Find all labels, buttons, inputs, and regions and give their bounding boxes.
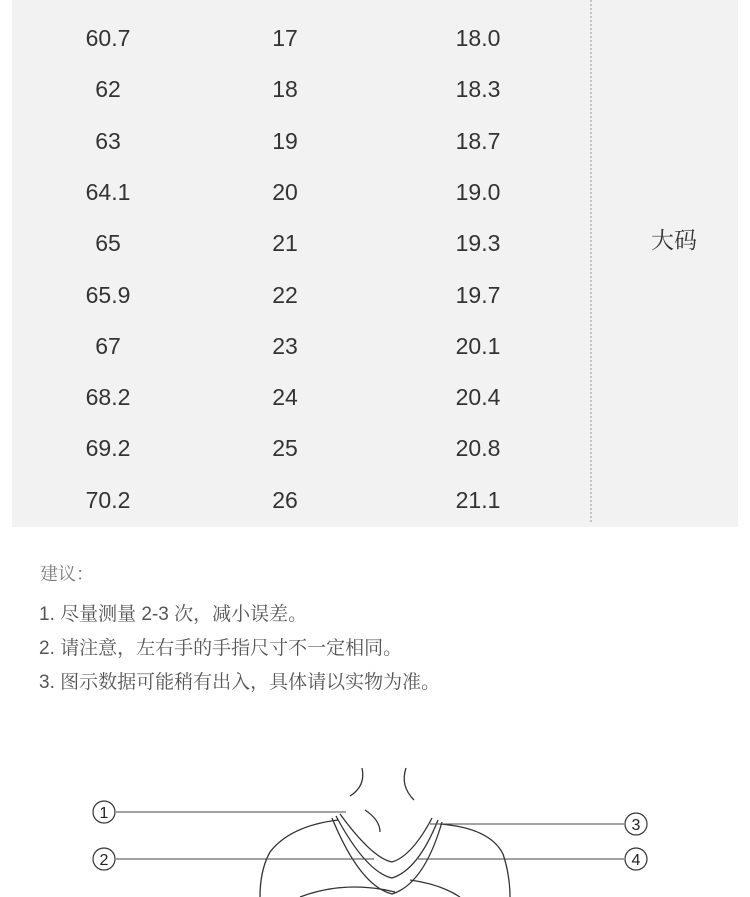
table-row bbox=[12, 218, 578, 269]
circumference-cell: 62 bbox=[95, 76, 121, 103]
table-row bbox=[12, 116, 578, 167]
marker-lines bbox=[116, 812, 624, 859]
diameter-cell: 20.8 bbox=[455, 435, 501, 462]
circumference-cell: 67 bbox=[95, 332, 121, 359]
size-number-cell: 19 bbox=[272, 127, 298, 154]
marker-2 bbox=[93, 848, 115, 870]
table-row bbox=[12, 270, 578, 321]
diameter-cell: 18.7 bbox=[455, 127, 501, 154]
table-row bbox=[12, 475, 578, 526]
note-item: 3. 图示数据可能稍有出入，具体请以实物为准。 bbox=[39, 672, 441, 693]
size-number-cell: 22 bbox=[272, 281, 298, 308]
circumference-cell: 65 bbox=[95, 230, 121, 257]
torso-outline bbox=[260, 768, 510, 897]
size-number-cell: 18 bbox=[272, 76, 298, 103]
diameter-cell: 20.4 bbox=[455, 384, 501, 411]
diameter-cell: 21.1 bbox=[455, 486, 501, 513]
size-number-cell: 23 bbox=[272, 332, 298, 359]
dotted-divider bbox=[590, 0, 592, 522]
diameter-cell: 19.0 bbox=[455, 178, 501, 205]
marker-4 bbox=[625, 848, 647, 870]
notes-title: 建议： bbox=[40, 564, 94, 584]
size-number-cell: 24 bbox=[272, 384, 298, 411]
size-number-cell: 25 bbox=[272, 435, 298, 462]
size-number-cell: 17 bbox=[272, 25, 298, 51]
size-table bbox=[12, 0, 738, 527]
circumference-cell: 68.2 bbox=[85, 384, 131, 411]
diameter-cell: 19.3 bbox=[455, 230, 501, 257]
diameter-cell: 18.3 bbox=[455, 76, 501, 103]
table-row bbox=[12, 423, 578, 474]
circumference-cell: 64.1 bbox=[85, 178, 131, 205]
note-item: 2. 请注意，左右手的手指尺寸不一定相同。 bbox=[39, 638, 403, 659]
circumference-cell: 65.9 bbox=[85, 281, 131, 308]
marker-1 bbox=[93, 801, 115, 823]
circumference-cell: 70.2 bbox=[85, 486, 131, 513]
svg-text:2: 2 bbox=[99, 852, 109, 869]
size-number-cell: 20 bbox=[272, 178, 298, 205]
note-item: 1. 尽量测量 2-3 次，减小误差。 bbox=[39, 604, 308, 625]
table-row bbox=[12, 13, 578, 64]
diameter-cell: 19.7 bbox=[455, 281, 501, 308]
necklace-length-diagram bbox=[0, 740, 750, 897]
table-row bbox=[12, 64, 578, 115]
circumference-cell: 69.2 bbox=[85, 435, 131, 462]
circumference-cell: 63 bbox=[95, 127, 121, 154]
size-number-cell: 26 bbox=[272, 486, 298, 513]
diameter-cell: 20.1 bbox=[455, 332, 501, 359]
svg-text:1: 1 bbox=[99, 805, 109, 822]
size-number-cell: 21 bbox=[272, 230, 298, 257]
diameter-cell: 18.0 bbox=[455, 25, 501, 51]
marker-3 bbox=[625, 813, 647, 835]
necklace-chains bbox=[332, 814, 442, 894]
table-row bbox=[12, 321, 578, 372]
size-category-label: 大码 bbox=[651, 227, 697, 253]
svg-text:4: 4 bbox=[631, 852, 641, 869]
svg-text:3: 3 bbox=[631, 817, 641, 834]
table-row bbox=[12, 372, 578, 423]
table-row bbox=[12, 167, 578, 218]
circumference-cell: 60.7 bbox=[85, 25, 131, 51]
